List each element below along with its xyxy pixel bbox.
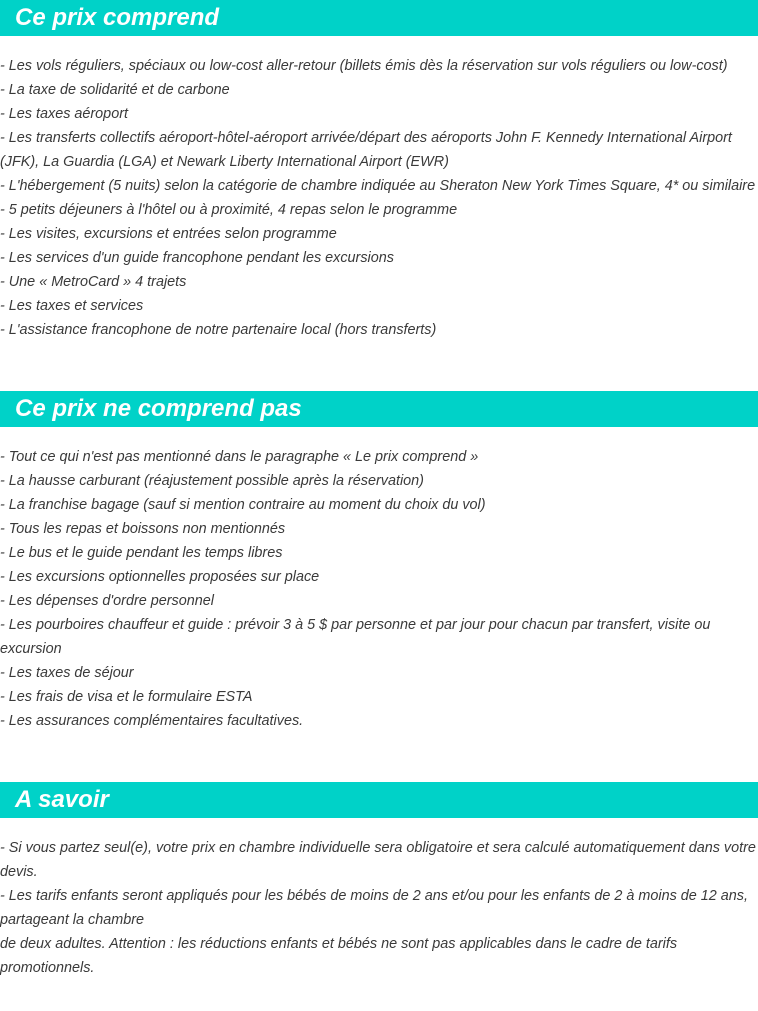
list-item: de deux adultes. Attention : les réductions enfants et bébés ne sont pas applicables dans le cadre de tarifs promotionnels. xyxy=(0,936,678,976)
list-item: - Les taxes de séjour xyxy=(0,665,134,681)
list-item: - La hausse carburant (réajustement possible après la réservation) xyxy=(0,473,424,489)
list-item: - Une « MetroCard » 4 trajets xyxy=(0,274,187,290)
good-to-know-list xyxy=(0,836,758,980)
list-item: - Les assurances complémentaires facultatives. xyxy=(0,713,304,729)
section-title-good-to-know: A savoir xyxy=(0,782,758,818)
list-item: - Les tarifs enfants seront appliqués pour les bébés de moins de 2 ans et/ou pour les enfants de 2 à moins de 12 ans, partageant la chambre xyxy=(0,888,748,928)
section-title-not-included: Ce prix ne comprend pas xyxy=(0,391,758,427)
list-item: - Les vols réguliers, spéciaux ou low-cost aller-retour (billets émis dès la réservation sur vols réguliers ou low-cost) xyxy=(0,58,728,74)
list-item: - Les excursions optionnelles proposées sur place xyxy=(0,569,320,585)
list-item: - Le bus et le guide pendant les temps libres xyxy=(0,545,283,561)
list-item: - Les taxes et services xyxy=(0,298,144,314)
list-item: - Les taxes aéroport xyxy=(0,106,128,122)
included-list xyxy=(0,54,758,342)
list-item: - Si vous partez seul(e), votre prix en chambre individuelle sera obligatoire et sera calculé automatiquement dans votre devis. xyxy=(0,840,756,880)
not-included-list xyxy=(0,445,758,733)
list-item: - Les visites, excursions et entrées selon programme xyxy=(0,226,337,242)
list-item: - Les pourboires chauffeur et guide : prévoir 3 à 5 $ par personne et par jour pour chacun par transfert, visite ou excursion xyxy=(0,617,711,657)
section-included xyxy=(0,0,758,342)
list-item: - Les frais de visa et le formulaire ESTA xyxy=(0,689,253,705)
list-item: - Tout ce qui n'est pas mentionné dans le paragraphe « Le prix comprend » xyxy=(0,449,479,465)
list-item: - La taxe de solidarité et de carbone xyxy=(0,82,230,98)
list-item: - Les dépenses d'ordre personnel xyxy=(0,593,214,609)
list-item: - L'assistance francophone de notre partenaire local (hors transferts) xyxy=(0,322,437,338)
list-item: - Les services d'un guide francophone pendant les excursions xyxy=(0,250,394,266)
section-good-to-know xyxy=(0,782,758,980)
list-item: - Tous les repas et boissons non mentionnés xyxy=(0,521,286,537)
list-item: - La franchise bagage (sauf si mention contraire au moment du choix du vol) xyxy=(0,497,486,513)
list-item: - L'hébergement (5 nuits) selon la catégorie de chambre indiquée au Sheraton New York Times Square, 4* ou similaire xyxy=(0,178,756,194)
list-item: - Les transferts collectifs aéroport-hôtel-aéroport arrivée/départ des aéroports John F. Kennedy International Airport (JFK), La Guardia (LGA) et Newark Liberty International Airport (EWR) xyxy=(0,130,732,170)
section-not-included xyxy=(0,391,758,733)
list-item: - 5 petits déjeuners à l'hôtel ou à proximité, 4 repas selon le programme xyxy=(0,202,458,218)
section-title-included: Ce prix comprend xyxy=(0,0,758,36)
